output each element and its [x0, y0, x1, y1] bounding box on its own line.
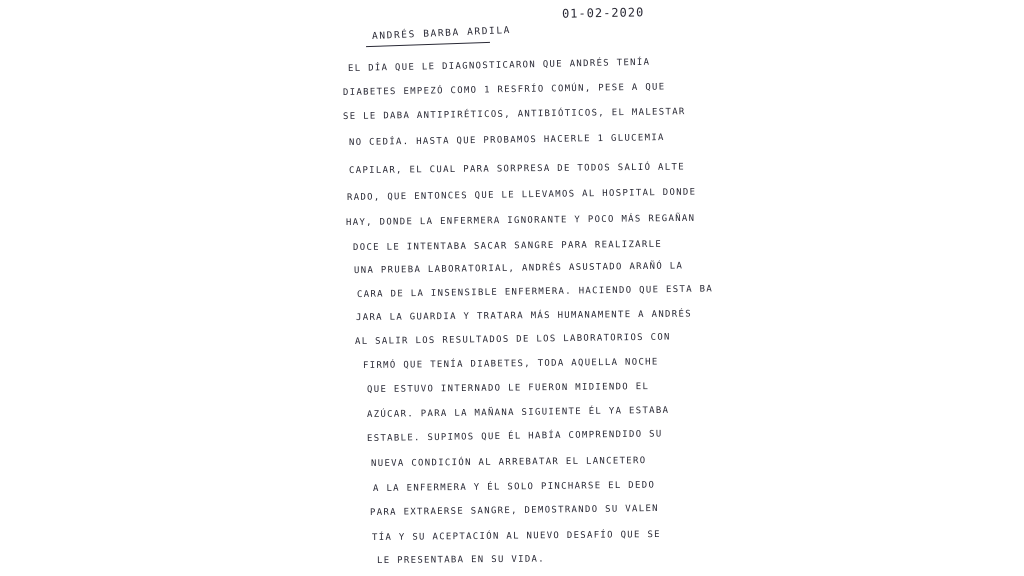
text-line-20: TÍA Y SU ACEPTACIÓN AL NUEVO DESAFÍO QUE SE — [371, 529, 661, 543]
text-line-10: CARA DE LA INSENSIBLE ENFERMERA. HACIENDO QUE ESTA BA — [356, 284, 714, 300]
text-line-9: UNA PRUEBA LABORATORIAL, ANDRÉS ASUSTADO ARAÑÓ LA — [353, 261, 684, 276]
text-line-15: AZÚCAR. PARA LA MAÑANA SIGUIENTE ÉL YA ESTABA — [366, 405, 670, 420]
text-line-2: DIABETES EMPEZÓ COMO 1 RESFRÍO COMÚN, PESE A QUE — [342, 82, 666, 98]
text-line-18: A LA ENFERMERA Y ÉL SOLO PINCHARSE EL DEDO — [372, 480, 656, 494]
text-line-17: NUEVA CONDICIÓN AL ARREBATAR EL LANCETERO — [370, 456, 647, 469]
text-line-19: PARA EXTRAERSE SANGRE, DEMOSTRANDO SU VALEN — [369, 503, 659, 518]
text-line-8: DOCE LE INTENTABA SACAR SANGRE PARA REALIZARLE — [352, 239, 663, 253]
text-line-1: EL DÍA QUE LE DIAGNOSTICARON QUE ANDRÉS TENÍA — [347, 57, 651, 74]
text-line-11: JARA LA GUARDIA Y TRATARA MÁS HUMANAMENTE A ANDRÉS — [355, 309, 692, 323]
text-line-6: RADO, QUE ENTONCES QUE LE LLEVAMOS AL HOSPITAL DONDE — [346, 187, 697, 203]
text-line-5: CAPILAR, EL CUAL PARA SORPRESA DE TODOS SALIÓ ALTE — [348, 162, 685, 176]
text-line-13: FIRMÓ QUE TENÍA DIABETES, TODA AQUELLA NOCHE — [362, 357, 659, 371]
text-line-21: LE PRESENTABA EN SU VIDA. — [376, 554, 546, 566]
document-date: 01-02-2020 — [561, 5, 645, 21]
text-line-4: NO CEDÍA. HASTA QUE PROBAMOS HACERLE 1 GLUCEMIA — [348, 133, 665, 148]
text-line-12: AL SALIR LOS RESULTADOS DE LOS LABORATORIOS CON — [354, 332, 671, 347]
text-line-16: ESTABLE. SUPIMOS QUE ÉL HABÍA COMPRENDIDO SU — [366, 429, 663, 444]
document-title: ANDRÉS BARBA ARDILA — [371, 24, 512, 43]
text-line-3: SE LE DABA ANTIPIRÉTICOS, ANTIBIÓTICOS, EL MALESTAR — [342, 107, 686, 122]
text-line-7: HAY, DONDE LA ENFERMERA IGNORANTE Y POCO MÁS REGAÑAN — [345, 213, 696, 228]
text-line-14: QUE ESTUVO INTERNADO LE FUERON MIDIENDO EL — [366, 382, 650, 395]
